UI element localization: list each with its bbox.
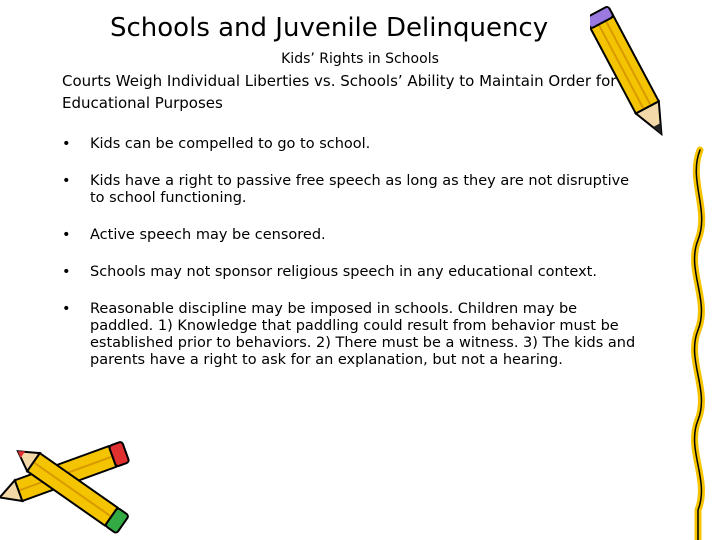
bullet-dot: •: [62, 173, 71, 189]
bullet-list: [62, 136, 640, 389]
bullet-item: [62, 136, 640, 153]
bullet-dot: •: [62, 264, 71, 280]
slide-intro: Courts Weigh Individual Liberties vs. Schools’ Ability to Maintain Order for Educational Purposes: [62, 72, 617, 112]
bullet-item: [62, 301, 640, 369]
crossed-pencils-icon: [0, 430, 150, 540]
bullet-text: Schools may not sponsor religious speech in any educational context.: [90, 264, 597, 280]
bullet-item: [62, 227, 640, 244]
bullet-text: Active speech may be censored.: [90, 227, 326, 243]
slide-title: Schools and Juvenile Delinquency: [110, 13, 549, 43]
bullet-text: Kids have a right to passive free speech as long as they are not disruptive to school functioning.: [90, 173, 630, 206]
bullet-item: [62, 173, 640, 207]
bullet-dot: •: [62, 227, 71, 243]
bullet-item: [62, 264, 640, 281]
pencil-icon-top: [590, 0, 680, 160]
wavy-border-decoration: [670, 0, 720, 540]
bullet-text: Reasonable discipline may be imposed in schools. Children may be paddled. 1) Knowledge that paddling could result from behavior must be established prior to behaviors. 2) There must be a witness. 3) The kids and parents have a right to ask for an explanation, but not a hearing.: [90, 301, 636, 368]
slide-subtitle: Kids’ Rights in Schools: [281, 51, 439, 67]
bullet-text: Kids can be compelled to go to school.: [90, 136, 371, 152]
bullet-dot: •: [62, 301, 71, 317]
bullet-dot: •: [62, 136, 71, 152]
